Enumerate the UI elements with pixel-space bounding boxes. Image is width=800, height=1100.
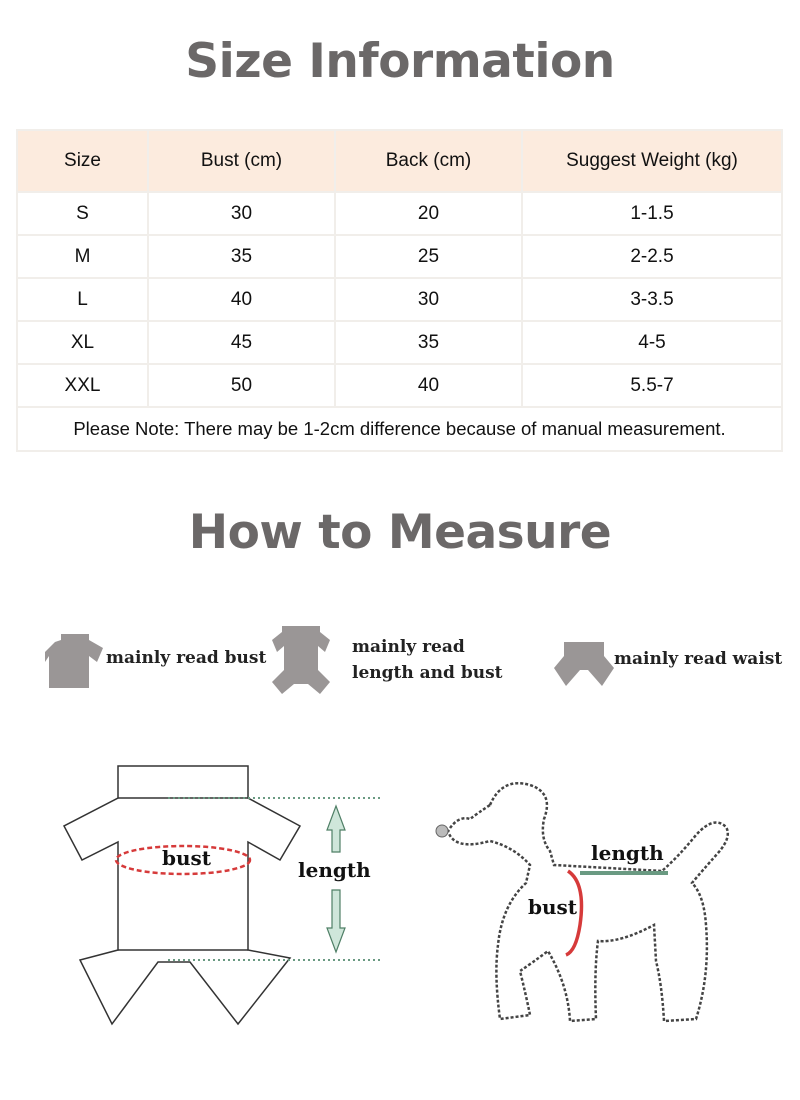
dog-length-label: length [591,841,664,865]
size-information-title: Size Information [185,34,615,89]
garment-length-label: length [298,858,371,882]
jumpsuit-garment-icon [270,624,332,696]
header-weight: Suggest Weight (kg) [522,130,782,192]
dog-measure-diagram [430,775,740,1035]
dog-nose [436,825,448,837]
table-note-row [17,407,782,451]
how-to-measure-title: How to Measure [188,505,612,560]
cell-back: 35 [335,321,522,364]
table-row [17,364,782,407]
cell-back: 25 [335,235,522,278]
table-row [17,192,782,235]
cell-size: XXL [17,364,148,407]
garment-outline [64,766,300,1024]
table-header-row [17,130,782,192]
header-bust: Bust (cm) [148,130,335,192]
cell-bust: 40 [148,278,335,321]
pants-garment-icon [554,640,614,688]
table-row [17,278,782,321]
garment-measure-diagram [60,760,390,1030]
dog-bust-label: bust [528,895,578,919]
header-back: Back (cm) [335,130,522,192]
cell-size: M [17,235,148,278]
shirt-garment-icon [44,632,104,690]
measurement-note: Please Note: There may be 1-2cm difference because of manual measurement. [17,407,782,451]
header-size: Size [17,130,148,192]
cell-weight: 5.5-7 [522,364,782,407]
cell-back: 40 [335,364,522,407]
table-row [17,321,782,364]
dog-outline [448,783,728,1021]
table-row [17,235,782,278]
garment-bust-label: bust [162,846,212,870]
cell-weight: 4-5 [522,321,782,364]
legend-length-bust-label-line1: mainly read [352,637,465,657]
cell-weight: 1-1.5 [522,192,782,235]
cell-weight: 2-2.5 [522,235,782,278]
cell-bust: 50 [148,364,335,407]
cell-size: S [17,192,148,235]
cell-size: L [17,278,148,321]
cell-size: XL [17,321,148,364]
legend-bust-label: mainly read bust [106,648,267,668]
cell-weight: 3-3.5 [522,278,782,321]
legend-length-bust-label-line2: length and bust [352,663,503,683]
cell-bust: 35 [148,235,335,278]
cell-bust: 30 [148,192,335,235]
size-table [16,129,783,452]
cell-back: 20 [335,192,522,235]
legend-waist-label: mainly read waist [614,649,783,669]
cell-back: 30 [335,278,522,321]
cell-bust: 45 [148,321,335,364]
